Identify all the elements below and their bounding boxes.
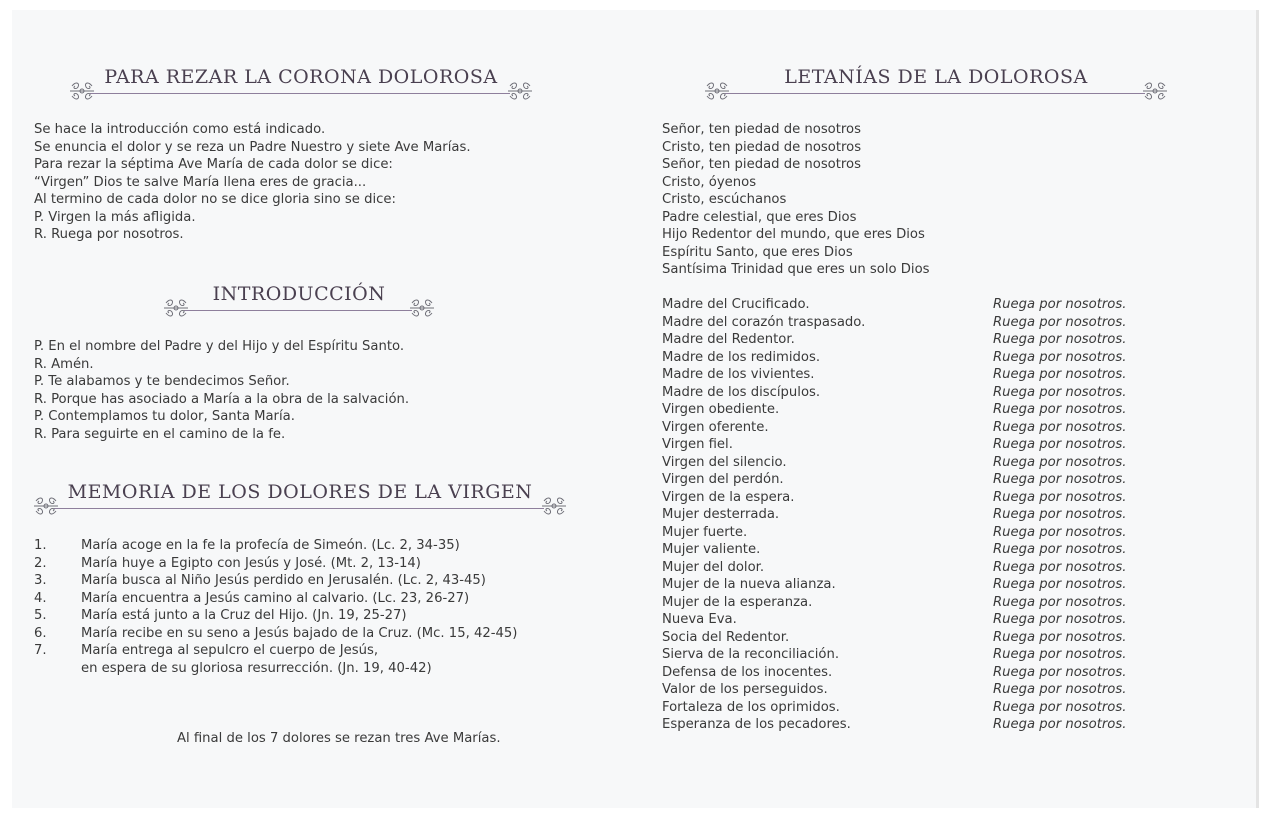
response-text: Ruega por nosotros. bbox=[993, 489, 1127, 505]
invocation-text: Nueva Eva. bbox=[662, 612, 737, 627]
invocation-text: Socia del Redentor. bbox=[662, 629, 790, 645]
letanias-rule bbox=[725, 93, 1145, 94]
response-text: Ruega por nosotros. bbox=[993, 577, 1127, 592]
response-text: Ruega por nosotros. bbox=[993, 472, 1127, 487]
invocation-text: Madre del Redentor. bbox=[662, 332, 795, 347]
invocation-text: Madre de los redimidos. bbox=[662, 349, 821, 365]
list-item-text: María está junto a la Cruz del Hijo. (Jn. 19, 25-27) bbox=[81, 608, 407, 623]
response-text: Ruega por nosotros. bbox=[993, 594, 1127, 610]
letanias-heading bbox=[703, 66, 1169, 106]
response-text: Ruega por nosotros. bbox=[993, 629, 1127, 645]
flourish-right-icon bbox=[540, 495, 568, 517]
flourish-right-icon bbox=[408, 297, 436, 319]
list-item-text: María encuentra a Jesús camino al calvario. (Lc. 23, 26-27) bbox=[81, 590, 470, 606]
litany-row bbox=[662, 716, 1142, 734]
list-item-text: María entrega al sepulcro el cuerpo de Jesús, bbox=[81, 643, 379, 658]
flourish-right-icon bbox=[506, 80, 534, 102]
litany-row bbox=[662, 454, 1142, 472]
list-item-number: 3. bbox=[34, 573, 47, 588]
invocation-text: Virgen del perdón. bbox=[662, 472, 784, 487]
response-text: Ruega por nosotros. bbox=[993, 332, 1127, 347]
litany-intro-line: Padre celestial, que eres Dios bbox=[662, 209, 857, 225]
instruction-line: Al termino de cada dolor no se dice gloria sino se dice: bbox=[34, 192, 396, 207]
litany-intro-line: Santísima Trinidad que eres un solo Dios bbox=[662, 262, 930, 277]
litany-row bbox=[662, 541, 1142, 559]
response-text: Ruega por nosotros. bbox=[993, 402, 1127, 417]
flourish-left-icon bbox=[162, 297, 190, 319]
response-text: Ruega por nosotros. bbox=[993, 524, 1127, 540]
prayer-line: P. Te alabamos y te bendecimos Señor. bbox=[34, 374, 290, 389]
invocation-text: Valor de los perseguidos. bbox=[662, 682, 828, 697]
litany-intro-line: Hijo Redentor del mundo, que eres Dios bbox=[662, 227, 925, 242]
litany-row bbox=[662, 296, 1142, 314]
litany-intro-line: Cristo, óyenos bbox=[662, 174, 757, 190]
invocation-text: Defensa de los inocentes. bbox=[662, 664, 833, 680]
invocation-text: Mujer del dolor. bbox=[662, 559, 765, 575]
litany-row bbox=[662, 349, 1142, 367]
litany-row bbox=[662, 681, 1142, 699]
response-text: Ruega por nosotros. bbox=[993, 542, 1127, 557]
response-text: Ruega por nosotros. bbox=[993, 437, 1127, 452]
flourish-left-icon bbox=[68, 80, 96, 102]
invocation-text: Virgen oferente. bbox=[662, 419, 769, 435]
invocation-text: Mujer valiente. bbox=[662, 542, 761, 557]
litany-row bbox=[662, 594, 1142, 612]
corona-heading bbox=[68, 66, 534, 106]
invocation-text: Virgen del silencio. bbox=[662, 454, 787, 470]
invocation-text: Madre de los discípulos. bbox=[662, 384, 821, 400]
invocation-text: Virgen obediente. bbox=[662, 402, 780, 417]
final-note: Al final de los 7 dolores se rezan tres Ave Marías. bbox=[177, 731, 501, 746]
memoria-title: MEMORIA DE LOS DOLORES DE LA VIRGEN bbox=[67, 481, 533, 503]
flourish-left-icon bbox=[32, 495, 60, 517]
instruction-line: R. Ruega por nosotros. bbox=[34, 227, 184, 242]
corona-rule bbox=[90, 93, 510, 94]
response-text: Ruega por nosotros. bbox=[993, 507, 1127, 522]
litany-intro-line: Espíritu Santo, que eres Dios bbox=[662, 244, 853, 260]
instruction-line: “Virgen” Dios te salve María llena eres de gracia... bbox=[34, 174, 367, 190]
invocation-text: Virgen fiel. bbox=[662, 437, 733, 452]
litany-row bbox=[662, 489, 1142, 507]
response-text: Ruega por nosotros. bbox=[993, 612, 1127, 627]
litany-row bbox=[662, 629, 1142, 647]
list-item-text: María acoge en la fe la profecía de Simeón. (Lc. 2, 34-35) bbox=[81, 538, 460, 553]
litany-row bbox=[662, 436, 1142, 454]
intro-rule bbox=[184, 310, 412, 311]
list-item-text: María recibe en su seno a Jesús bajado de la Cruz. (Mc. 15, 42-45) bbox=[81, 625, 518, 641]
list-item-number: 2. bbox=[34, 555, 47, 571]
flourish-right-icon bbox=[1141, 80, 1169, 102]
response-text: Ruega por nosotros. bbox=[993, 384, 1127, 400]
invocation-text: Fortaleza de los oprimidos. bbox=[662, 699, 840, 715]
litany-row bbox=[662, 314, 1142, 332]
corona-title: PARA REZAR LA CORONA DOLOROSA bbox=[104, 66, 498, 88]
invocation-text: Madre de los vivientes. bbox=[662, 367, 815, 382]
flourish-left-icon bbox=[703, 80, 731, 102]
response-text: Ruega por nosotros. bbox=[993, 699, 1127, 715]
litany-row bbox=[662, 699, 1142, 717]
litany-row bbox=[662, 611, 1142, 629]
list-item-number: 7. bbox=[34, 643, 47, 658]
litany-intro-line: Señor, ten piedad de nosotros bbox=[662, 122, 861, 137]
response-text: Ruega por nosotros. bbox=[993, 349, 1127, 365]
instruction-line: Para rezar la séptima Ave María de cada dolor se dice: bbox=[34, 157, 393, 172]
instruction-line: P. Virgen la más afligida. bbox=[34, 209, 196, 225]
litany-row bbox=[662, 506, 1142, 524]
litany-intro-line: Cristo, escúchanos bbox=[662, 192, 787, 207]
invocation-text: Mujer desterrada. bbox=[662, 507, 780, 522]
litany-row bbox=[662, 559, 1142, 577]
list-item-number: 1. bbox=[34, 538, 47, 553]
instruction-line: Se enuncia el dolor y se reza un Padre Nuestro y siete Ave Marías. bbox=[34, 139, 471, 155]
invocation-text: Mujer fuerte. bbox=[662, 524, 748, 540]
list-item-text: María busca al Niño Jesús perdido en Jerusalén. (Lc. 2, 43-45) bbox=[81, 573, 486, 588]
invocation-text: Mujer de la nueva alianza. bbox=[662, 577, 836, 592]
litany-intro-line: Señor, ten piedad de nosotros bbox=[662, 157, 861, 172]
litany-row bbox=[662, 401, 1142, 419]
litany-row bbox=[662, 331, 1142, 349]
litany-intro-line: Cristo, ten piedad de nosotros bbox=[662, 139, 862, 155]
invocation-text: Mujer de la esperanza. bbox=[662, 594, 813, 610]
prayer-line: R. Porque has asociado a María a la obra de la salvación. bbox=[34, 391, 410, 407]
invocation-text: Esperanza de los pecadores. bbox=[662, 717, 851, 732]
invocation-text: Madre del Crucificado. bbox=[662, 297, 810, 312]
intro-heading bbox=[162, 283, 436, 323]
prayer-line: R. Amén. bbox=[34, 356, 94, 372]
list-item-text: en espera de su gloriosa resurrección. (Jn. 19, 40-42) bbox=[81, 660, 432, 676]
litany-row bbox=[662, 384, 1142, 402]
prayer-line: R. Para seguirte en el camino de la fe. bbox=[34, 426, 286, 442]
litany-row bbox=[662, 664, 1142, 682]
list-item-number: 6. bbox=[34, 625, 47, 641]
prayer-line: P. Contemplamos tu dolor, Santa María. bbox=[34, 409, 295, 424]
response-text: Ruega por nosotros. bbox=[993, 682, 1127, 697]
litany-row bbox=[662, 471, 1142, 489]
response-text: Ruega por nosotros. bbox=[993, 454, 1127, 470]
response-text: Ruega por nosotros. bbox=[993, 367, 1127, 382]
invocation-text: Virgen de la espera. bbox=[662, 489, 795, 505]
litany-row bbox=[662, 419, 1142, 437]
list-item-number: 5. bbox=[34, 608, 47, 623]
response-text: Ruega por nosotros. bbox=[993, 559, 1127, 575]
list-item-number: 4. bbox=[34, 590, 47, 606]
prayer-line: P. En el nombre del Padre y del Hijo y del Espíritu Santo. bbox=[34, 339, 405, 354]
response-text: Ruega por nosotros. bbox=[993, 419, 1127, 435]
litany-row bbox=[662, 524, 1142, 542]
intro-title: INTRODUCCIÓN bbox=[212, 283, 386, 305]
litany-row bbox=[662, 366, 1142, 384]
response-text: Ruega por nosotros. bbox=[993, 314, 1127, 330]
litany-row bbox=[662, 646, 1142, 664]
response-text: Ruega por nosotros. bbox=[993, 664, 1127, 680]
invocation-text: Madre del corazón traspasado. bbox=[662, 314, 866, 330]
response-text: Ruega por nosotros. bbox=[993, 647, 1127, 662]
litany-row bbox=[662, 576, 1142, 594]
page-edge bbox=[1256, 10, 1259, 808]
instruction-line: Se hace la introducción como está indicado. bbox=[34, 122, 326, 137]
letanias-title: LETANÍAS DE LA DOLOROSA bbox=[784, 66, 1088, 88]
memoria-rule bbox=[54, 508, 544, 509]
list-item-text: María huye a Egipto con Jesús y José. (Mt. 2, 13-14) bbox=[81, 555, 421, 571]
response-text: Ruega por nosotros. bbox=[993, 297, 1127, 312]
invocation-text: Sierva de la reconciliación. bbox=[662, 647, 840, 662]
response-text: Ruega por nosotros. bbox=[993, 717, 1127, 732]
memoria-heading bbox=[32, 481, 568, 521]
